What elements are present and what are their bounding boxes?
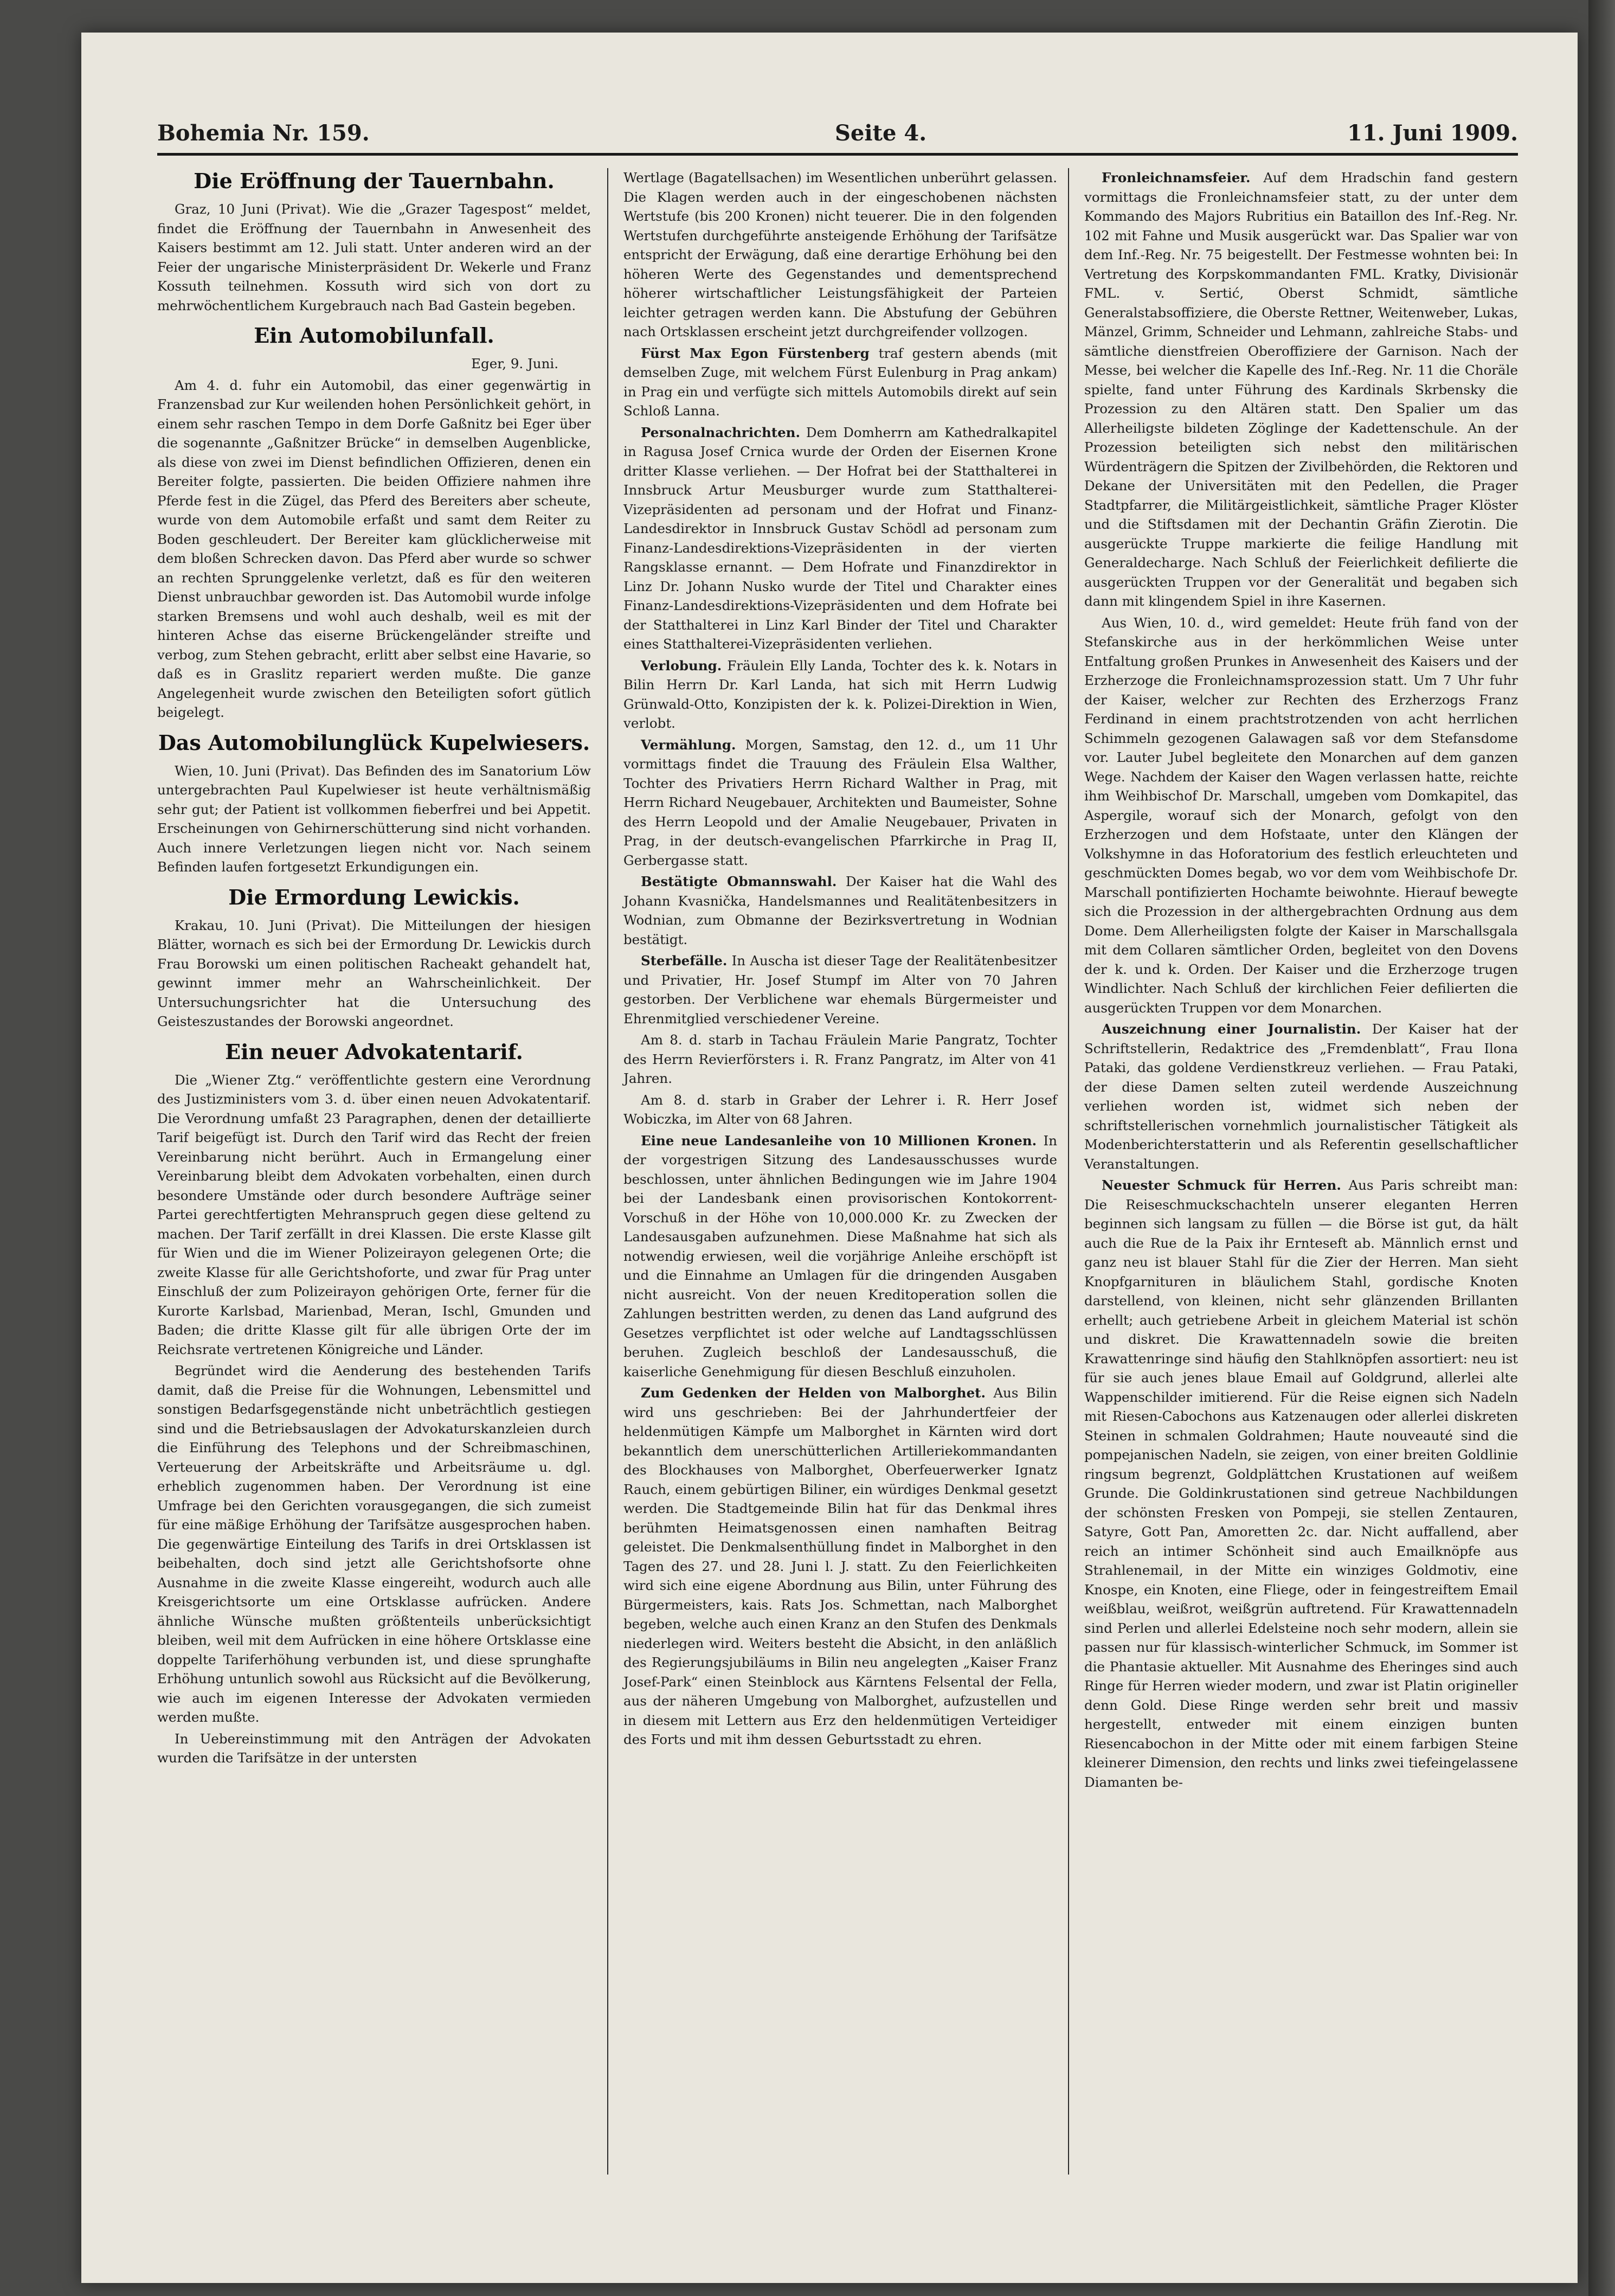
header-date: 11. Juni 1909. — [1347, 120, 1518, 146]
article-body-advokatentarif-cont: Wertlage (Bagatellsachen) im Wesentlichen unberührt gelassen. Die Klagen werden auch in der eingeschobenen nächsten Wertstufe (bis 200 Kronen) nicht teuerer. Die in den folgenden Wertstufen durchgeführte ansteigende Erhöhung der Tarifsätze entspricht der Erwägung, daß eine derartige Erhöhung bei den höheren Werte des Gegenstandes und dementsprechend höherer wirtschaftlicher Leistungsfähigkeit der Parteien leichter getragen werden kann. Die Abstufung der Gebühren nach Ortsklassen erscheint jetzt durchgreifender vollzogen. — [623, 170, 1057, 339]
news-landesanleihe — [623, 1131, 1057, 1382]
dateline-eger: Eger, 9. Juni. — [471, 356, 558, 371]
column-rule-1 — [607, 168, 608, 2175]
news-journalistin — [1084, 1019, 1518, 1173]
article-title-kupelwieser: Das Automobilunglück Kupelwiesers. — [158, 730, 590, 755]
article-body-advokatentarif-3: In Uebereinstimmung mit den Anträgen der Advokaten wurden die Tarifsätze in der untersten — [157, 1730, 591, 1766]
news-head: Auszeichnung einer Journalistin. — [1102, 1021, 1361, 1037]
article-body-tauernbahn: Graz, 10 Juni (Privat). Wie die „Grazer Tagespost“ meldet, findet die Eröffnung der Tauernbahn in Anwesenheit des Kaisers bestimmt am 12. Juli statt. Unter anderen wird an der Feier der ungarische Ministerpräsident Dr. Wekerle und Franz Kossuth teilnehmen. Kossuth wird sich von dort zu mehrwöchentlichem Kurgebrauch nach Bad Gastein begeben. — [157, 201, 591, 313]
article-title-advokatentarif: Ein neuer Advokatentarif. — [225, 1039, 523, 1064]
article-title-lewicki: Die Ermordung Lewickis. — [228, 884, 520, 909]
news-head: Bestätigte Obmannswahl. — [641, 874, 837, 889]
column-2 — [623, 168, 1057, 1752]
article-body-automobilunfall: Am 4. d. fuhr ein Automobil, das einer gegenwärtig in Franzensbad zur Kur weilenden hohen Persönlichkeit gehört, in einem sehr raschen Tempo in dem Dorfe Gaßnitz bei Eger über die sogenannte „Gaßnitzer Brücke“ in demselben Augenblicke, als diese von zwei im Dienst befindlichen Offizieren, denen ein Bereiter folgte, passierten. Die beiden Offiziere nahmen ihre Pferde fest in die Zügel, das Pferd des Bereiters aber scheute, wurde von dem Automobile erfaßt und samt dem Reiter zu Boden geschleudert. Der Bereiter kam glücklicherweise mit dem bloßen Schrecken davon. Das Pferd aber wurde so schwer an rechten Sprunggelenke verletzt, daß es für den weiteren Dienst unbrauchbar geworden ist. Das Automobil wurde infolge starken Bremsens und wohl auch deshalb, weil es mit der hinteren Achse das eiserne Brückengeländer streifte und verbog, zum Stehen gebracht, erlitt aber selbst eine Havarie, so daß es in Graslitz repariert werden mußte. Die ganze Angelegenheit wurde zwischen den Beteiligten sofort gütlich beigelegt. — [157, 377, 591, 720]
page-header — [157, 120, 1518, 156]
column-3 — [1084, 168, 1518, 1794]
news-text: In der vorgestrigen Sitzung des Landesausschusses wurde beschlossen, unter ähnlichen Bedingungen wie im Jahre 1904 bei der Landesbank einen provisorischen Kontokorrent-Vorschuß in der Höhe von 10,000.000 Kr. zu Zwecken der Landesausgaben aufzunehmen. Diese Maßnahme hat sich als notwendig erwiesen, weil die vorjährige Anleihe erschöpft ist und die Einnahme an Umlagen für die dringenden Ausgaben nicht ausreicht. Von der neuen Kreditoperation sollen die Zahlungen bestritten werden, zu denen das Land aufgrund des Gesetzes verpflichtet ist oder welche auf Landtagsschlüssen beruhen. Zugleich beschloß der Landesausschuß, die kaiserliche Genehmigung für diesen Beschluß einzuholen. — [623, 1132, 1057, 1380]
news-text: Dem Domherrn am Kathedralkapitel in Ragusa Josef Crnica wurde der Orden der Eisernen Krone dritter Klasse verliehen. — Der Hofrat bei der Statthalterei in Innsbruck Artur Meusburger wurde zum Statthalterei-Vizepräsidenten ad personam und der Hofrat und Finanz-Landesdirektor in Innsbruck Gustav Schödl ad personam zum Finanz-Landesdirektions-Vizepräsidenten in der vierten Rangsklasse ernannt. — Dem Hofrate und Finanzdirektor in Linz Dr. Johann Nusko wurde der Titel und Charakter eines Finanz-Landesdirektions-Vizepräsidenten und dem Hofrate bei der Statthalterei in Linz Karl Binder der Titel und Charakter eines Statthalterei-Vizepräsidenten verliehen. — [623, 424, 1057, 652]
header-issue: Bohemia Nr. 159. — [157, 120, 370, 146]
news-head: Verlobung. — [641, 657, 722, 674]
news-verlobung — [623, 656, 1057, 733]
article-body-advokatentarif-1: Die „Wiener Ztg.“ veröffentlichte gestern eine Verordnung des Justizministers vom 3. d. über einen neuen Advokatentarif. Die Verordnung umfaßt 23 Paragraphen, denen der detaillierte Tarif beigefügt ist. Durch den Tarif wird das Recht der freien Vereinbarung nicht berührt. Auch in Ermangelung einer Vereinbarung bleibt dem Advokaten vorbehalten, einen durch besondere Umstände oder durch besondere Aufträge seiner Partei gerechtfertigten Mehranspruch gegen diese geltend zu machen. Der Tarif zerfällt in drei Klassen. Die erste Klasse gilt für Wien und die im Wiener Polizeirayon gelegenen Orte; die zweite Klasse für alle Gerichtshoforte, und zwar für Prag unter Einschluß der zum Polizeirayon gehörigen Orte, ferner für die Kurorte Karlsbad, Marienbad, Meran, Ischl, Gmunden und Baden; die dritte Klasse gilt für alle übrigen Orte der im Reichsrate vertretenen Königreiche und Länder. — [157, 1072, 591, 1357]
news-personal — [623, 423, 1057, 654]
news-obmannswahl — [623, 872, 1057, 949]
news-text: Der Kaiser hat der Schriftstellerin, Redaktrice des „Fremdenblatt“, Frau Ilona Pataki, das goldene Verdienstkreuz verliehen. — Frau Pataki, der diese Damen selten zuteil werdende Auszeichnung verliehen worden ist, widmet sich neben der schriftstellerischen vornehmlich journalistischer Tätigkeit als Modenberichterstatterin und als Referentin gesellschaftlicher Veranstaltungen. — [1084, 1021, 1518, 1172]
news-text: traf gestern abends (mit demselben Zuge, mit welchem Fürst Eulenburg in Prag ankam) in Prag ein und verfügte sich mittels Automobils direkt auf sein Schloß Lanna. — [623, 345, 1057, 419]
news-vermaehlung — [623, 735, 1057, 870]
news-sterbefaelle-2: Am 8. d. starb in Tachau Fräulein Marie Pangratz, Tochter des Herrn Revierförsters i. R. Franz Pangratz, im Alter von 41 Jahren. — [623, 1032, 1057, 1086]
news-fronleichnam — [1084, 168, 1518, 611]
news-head: Fronleichnamsfeier. — [1102, 170, 1251, 185]
news-head: Fürst Max Egon Fürstenberg — [641, 345, 870, 361]
column-rule-2 — [1068, 168, 1069, 2175]
article-body-lewicki: Krakau, 10. Juni (Privat). Die Mitteilungen der hiesigen Blätter, wornach es sich bei der Ermordung Dr. Lewickis durch Frau Borowski um einen politischen Racheakt gehandelt hat, gewinnt immer mehr an Wahrscheinlichkeit. Der Untersuchungsrichter hat die Untersuchung des Geisteszustandes der Borowski angeordnet. — [157, 917, 591, 1029]
news-head: Eine neue Landesanleihe von 10 Millionen Kronen. — [641, 1132, 1037, 1149]
article-body-advokatentarif-2: Begründet wird die Aenderung des bestehenden Tarifs damit, daß die Preise für die Wohnungen, Lebensmittel und sonstigen Bedarfsgegenstände nicht unbeträchtlich gestiegen sind und die Betriebsauslagen der Advokaturskanzleien durch die Einführung des Telephons und der Schreibmaschinen, Verteuerung der Arbeitskräfte und Arbeitsräume u. dgl. erheblich zugenommen haben. Der Verordnung ist eine Umfrage bei den Gerichten vorausgegangen, die sich zumeist für eine mäßige Erhöhung der Tarifsätze ausgesprochen haben. Die gegenwärtige Einteilung des Tarifs in drei Ortsklassen ist beibehalten, doch sind jetzt alle Gerichtshofsorte ohne Ausnahme in die zweite Klasse eingereiht, wodurch auch alle Kreisgerichtsorte um eine Ortsklasse aufrücken. Andere ähnliche Wünsche mußten größtenteils unberücksichtigt bleiben, weil mit dem Aufrücken in eine höhere Ortsklasse eine doppelte Tariferhöhung verbunden ist, und diese sprunghafte Erhöhung untunlich sowohl aus Rücksicht auf die Bevölkerung, wie auch im eigenen Interesse der Advokaten vermieden werden mußte. — [157, 1363, 591, 1725]
news-malborghet — [623, 1383, 1057, 1749]
news-text: Fräulein Elly Landa, Tochter des k. k. Notars in Bilin Herrn Dr. Karl Landa, hat sich mit Herrn Ludwig Grünwald-Otto, Konzipisten der k. k. Polizei-Direktion in Wien, verlobt. — [623, 657, 1057, 731]
news-sterbefaelle-3: Am 8. d. starb in Graber der Lehrer i. R. Herr Josef Wobiczka, im Alter von 68 Jahren. — [623, 1092, 1057, 1127]
news-fuerstenberg — [623, 344, 1057, 421]
news-head: Vermählung. — [641, 736, 736, 753]
news-head: Neuester Schmuck für Herren. — [1102, 1177, 1341, 1193]
news-text: Morgen, Samstag, den 12. d., um 11 Uhr vormittags findet die Trauung des Fräulein Elsa Walther, Tochter des Privatiers Herrn Richard Walther in Prag, mit Herrn Richard Neugebauer, Architekten und Baumeister, Sohne des Herrn Leopold und der Amalie Neugebauer, Privaten in Prag, in der deutsch-evangelischen Pfarrkirche in Prag II, Gerbergasse statt. — [623, 736, 1057, 868]
news-text: Aus Bilin wird uns geschrieben: Bei der Jahrhundertfeier der heldenmütigen Kämpfe um Malborghet in Kärnten wird dort bekanntlich dem unerschütterlichen Artilleriekommandanten des Blockhauses von Malborghet, Oberfeuerwerker Ignatz Rauch, einem gebürtigen Biliner, ein würdiges Denkmal gesetzt werden. Die Stadtgemeinde Bilin hat für das Denkmal ihres berühmten Heimatsgenossen einen namhaften Beitrag geleistet. Die Denkmalsenthüllung findet in Malborghet in den Tagen des 27. und 28. Juni l. J. statt. Zu den Feierlichkeiten wird sich eine eigene Abordnung aus Bilin, unter Führung des Bürgermeisters, kais. Rats Jos. Schmettan, nach Malborghet begeben, welche auch einen Kranz an den Stufen des Denkmals niederlegen wird. Weiters besteht die Absicht, in den anläßlich des Regierungsjubiläums in Bilin neu angelegten „Kaiser Franz Josef-Park“ einen Steinblock aus Kärntens Felsental der Fella, aus der näheren Umgebung von Malborghet, aufzustellen und in diesem mit Lettern aus Erz den heldenmütigen Verteidiger des Forts und mit ihm dessen Geburtsstadt zu ehren. — [623, 1385, 1058, 1747]
news-text: Auf dem Hradschin fand gestern vormittags die Fronleichnamsfeier statt, zu der unter dem Kommando des Majors Rubritius ein Bataillon des Inf.-Reg. Nr. 102 mit Fahne und Musik ausgerückt war. Das Spalier war von dem Inf.-Reg. Nr. 75 beigestellt. Der Festmesse wohnten bei: In Vertretung des Korpskommandanten FML. Kratky, Divisionär FML. v. Sertić, Oberst Schmidt, sämtliche Generalstabsoffiziere, die Oberste Rettner, Weitenweber, Lukas, Mänzel, Grimm, Schneider und Lehmann, zahlreiche Stabs- und sämtliche dienstfreien Oberoffiziere der Garnison. Nach der Messe, bei welcher die Kapelle des Inf.-Reg. Nr. 11 die Choräle spielte, fand unter Führung des Kardinals Skrbensky die Prozession zu den Altären statt. Den Spalier um das Allerheiligste bildeten Zöglinge der Kadettenschule. An der Prozession beteiligten sich nebst den militärischen Würdenträgern die Spitzen der Zivilbehörden, die Rektoren und Dekane der Universitäten mit den Pedellen, die Prager Stadtpfarrer, die Militärgeistlichkeit, sämtliche Prager Klöster und die Stiftsdamen mit der Dechantin Gräfin Zierotin. Die ausgerückte Truppe markierte die feilige Handlung mit Generaldecharge. Nach Schluß der Feierlichkeit defilierte die ausgerückten Truppen vor der Generalität und begaben sich dann mit klingendem Spiel in ihre Kasernen. — [1084, 170, 1519, 609]
news-head: Sterbefälle. — [641, 953, 728, 969]
news-sterbefaelle — [623, 951, 1057, 1028]
news-head: Personalnachrichten. — [641, 424, 800, 440]
news-schmuck — [1084, 1176, 1518, 1792]
scan-edge — [1588, 0, 1615, 2296]
article-body-kupelwieser: Wien, 10. Juni (Privat). Das Befinden des im Sanatorium Löw untergebrachten Paul Kupelwieser ist heute verhältnismäßig sehr gut; der Patient ist vollkommen fieberfrei und bei Appetit. Erscheinungen von Gehirnerschütterung sind nicht vorhanden. Auch innere Verletzungen liegen nicht vor. Nach seinem Befinden laufen fortgesetzt Erkundigungen ein. — [157, 762, 591, 875]
news-head: Zum Gedenken der Helden von Malborghet. — [641, 1385, 986, 1401]
article-title-automobilunfall: Ein Automobilunfall. — [254, 323, 494, 348]
news-text: In Auscha ist dieser Tage der Realitätenbesitzer und Privatier, Hr. Josef Stumpf im Alter von 70 Jahren gestorben. Der Verblichene war ehemals Bürgermeister und Ehrenmitglied verschiedener Vereine. — [623, 953, 1057, 1027]
news-text: Der Kaiser hat die Wahl des Johann Kvasnička, Handelsmannes und Realitätenbesitzers in Wodnian, zum Obmanne der Bezirksvertretung in Wodnian bestätigt. — [623, 874, 1057, 947]
article-title-tauernbahn: Die Eröffnung der Tauernbahn. — [194, 169, 555, 193]
header-page-number: Seite 4. — [835, 120, 927, 146]
news-fronleichnam-wien: Aus Wien, 10. d., wird gemeldet: Heute früh fand von der Stefanskirche aus in der herkömmlichen Weise unter Entfaltung großen Prunkes in Anwesenheit des Kaisers und der Erzherzoge die Fronleichnamsprozession statt. Um 7 Uhr fuhr der Kaiser, welcher zur Rechten des Erzherzogs Franz Ferdinand in einem prachtstrotzenden von acht herrlichen Schimmeln gezogenen Galawagen saß vor dem Stefansdome vor. Lauter Jubel begleitete den Monarchen auf dem ganzen Wege. Nachdem der Kaiser den Wagen verlassen hatte, reichte ihm Weihbischof Dr. Marschall, umgeben vom Domkapitel, das Aspergile, worauf sich der Monarch, gefolgt von den Erzherzogen und dem Hofstaate, unter den Klängen der Volkshymne in das Hoforatorium des festlich erleuchteten und geschmückten Domes begab, wo vor dem vom Weihbischofe Dr. Marschall pontifizierten Hochamte beiwohnte. Hierauf bewegte sich die Prozession in der althergebrachten Ordnung aus dem Dome. Dem Allerheiligsten folgte der Kaiser in Marschallsgala mit dem Collaren sämtlicher Orden, begleitet von den Dovens der k. und k. Orden. Der Kaiser und die Erzherzoge trugen Windlichter. Nach Schluß der kirchlichen Feier defilierten die ausgerückten Truppen vor dem Monarchen. — [1084, 614, 1518, 1016]
news-text: Aus Paris schreibt man: Die Reiseschmuckschachteln unserer eleganten Herren beginnen sich langsam zu füllen — die Börse ist gut, da hält auch die Rue de la Paix ihr Ernteseft ab. Männlich ernst und ganz neu ist blauer Stahl für die Zier der Herren. Man sieht Knopfgarnituren in bläulichem Stahl, gordische Knoten darstellend, von kleinen, nicht sehr glänzenden Brillanten erhellt; auch getriebene Arbeit in gleichem Material ist schön und diskret. Die Krawattennadeln sowie die breiten Krawattenringe sind häufig den Stahlknöpfen assortiert: neu ist für sie auch jenes blaue Email auf Goldgrund, allerlei alte Wappenschilder imitierend. Für die Reise eignen sich Nadeln mit Riesen-Cabochons aus Katzenaugen oder allerlei diskreten Steinen in schmalen Goldrahmen; Haute nouveauté sind die pompejanischen Nadeln, sie zeigen, von einer breiten Goldlinie ringsum begrenzt, Goldplättchen Krustationen auf weißem Grunde. Die Goldinkrustationen sind getreue Nachbildungen der schönsten Fresken von Pompeji, sie stellen Zentauren, Satyre, Gott Pan, Amoretten 2c. dar. Nicht auffallend, aber reich an intimer Schönheit sind auch Emailknöpfe aus Strahlenemail, in der Mitte ein winziges Goldmotiv, eine Knospe, ein Knoten, eine Fliege, oder in feingestreiftem Email weißblau, weißrot, weißgrün auftretend. Für Krawattennadeln sind Perlen und allerlei Edelsteine noch sehr modern, allein sie passen nur für klassisch-winterlicher Schmuck, im Sommer ist die Phantasie aktueller. Mit Ausnahme des Eheringes sind auch Ringe für Herren wieder modern, und zwar ist Platin origineller denn Gold. Diese Ringe werden sehr breit und massiv hergestellt, entweder mit einem einzigen bunten Riesencabochon in der Mitte oder mit einem farbigen Steine kleinerer Dimension, den rechts und links zwei tiefeingelassene Diamanten be- — [1084, 1177, 1519, 1790]
column-1 — [157, 168, 591, 1770]
